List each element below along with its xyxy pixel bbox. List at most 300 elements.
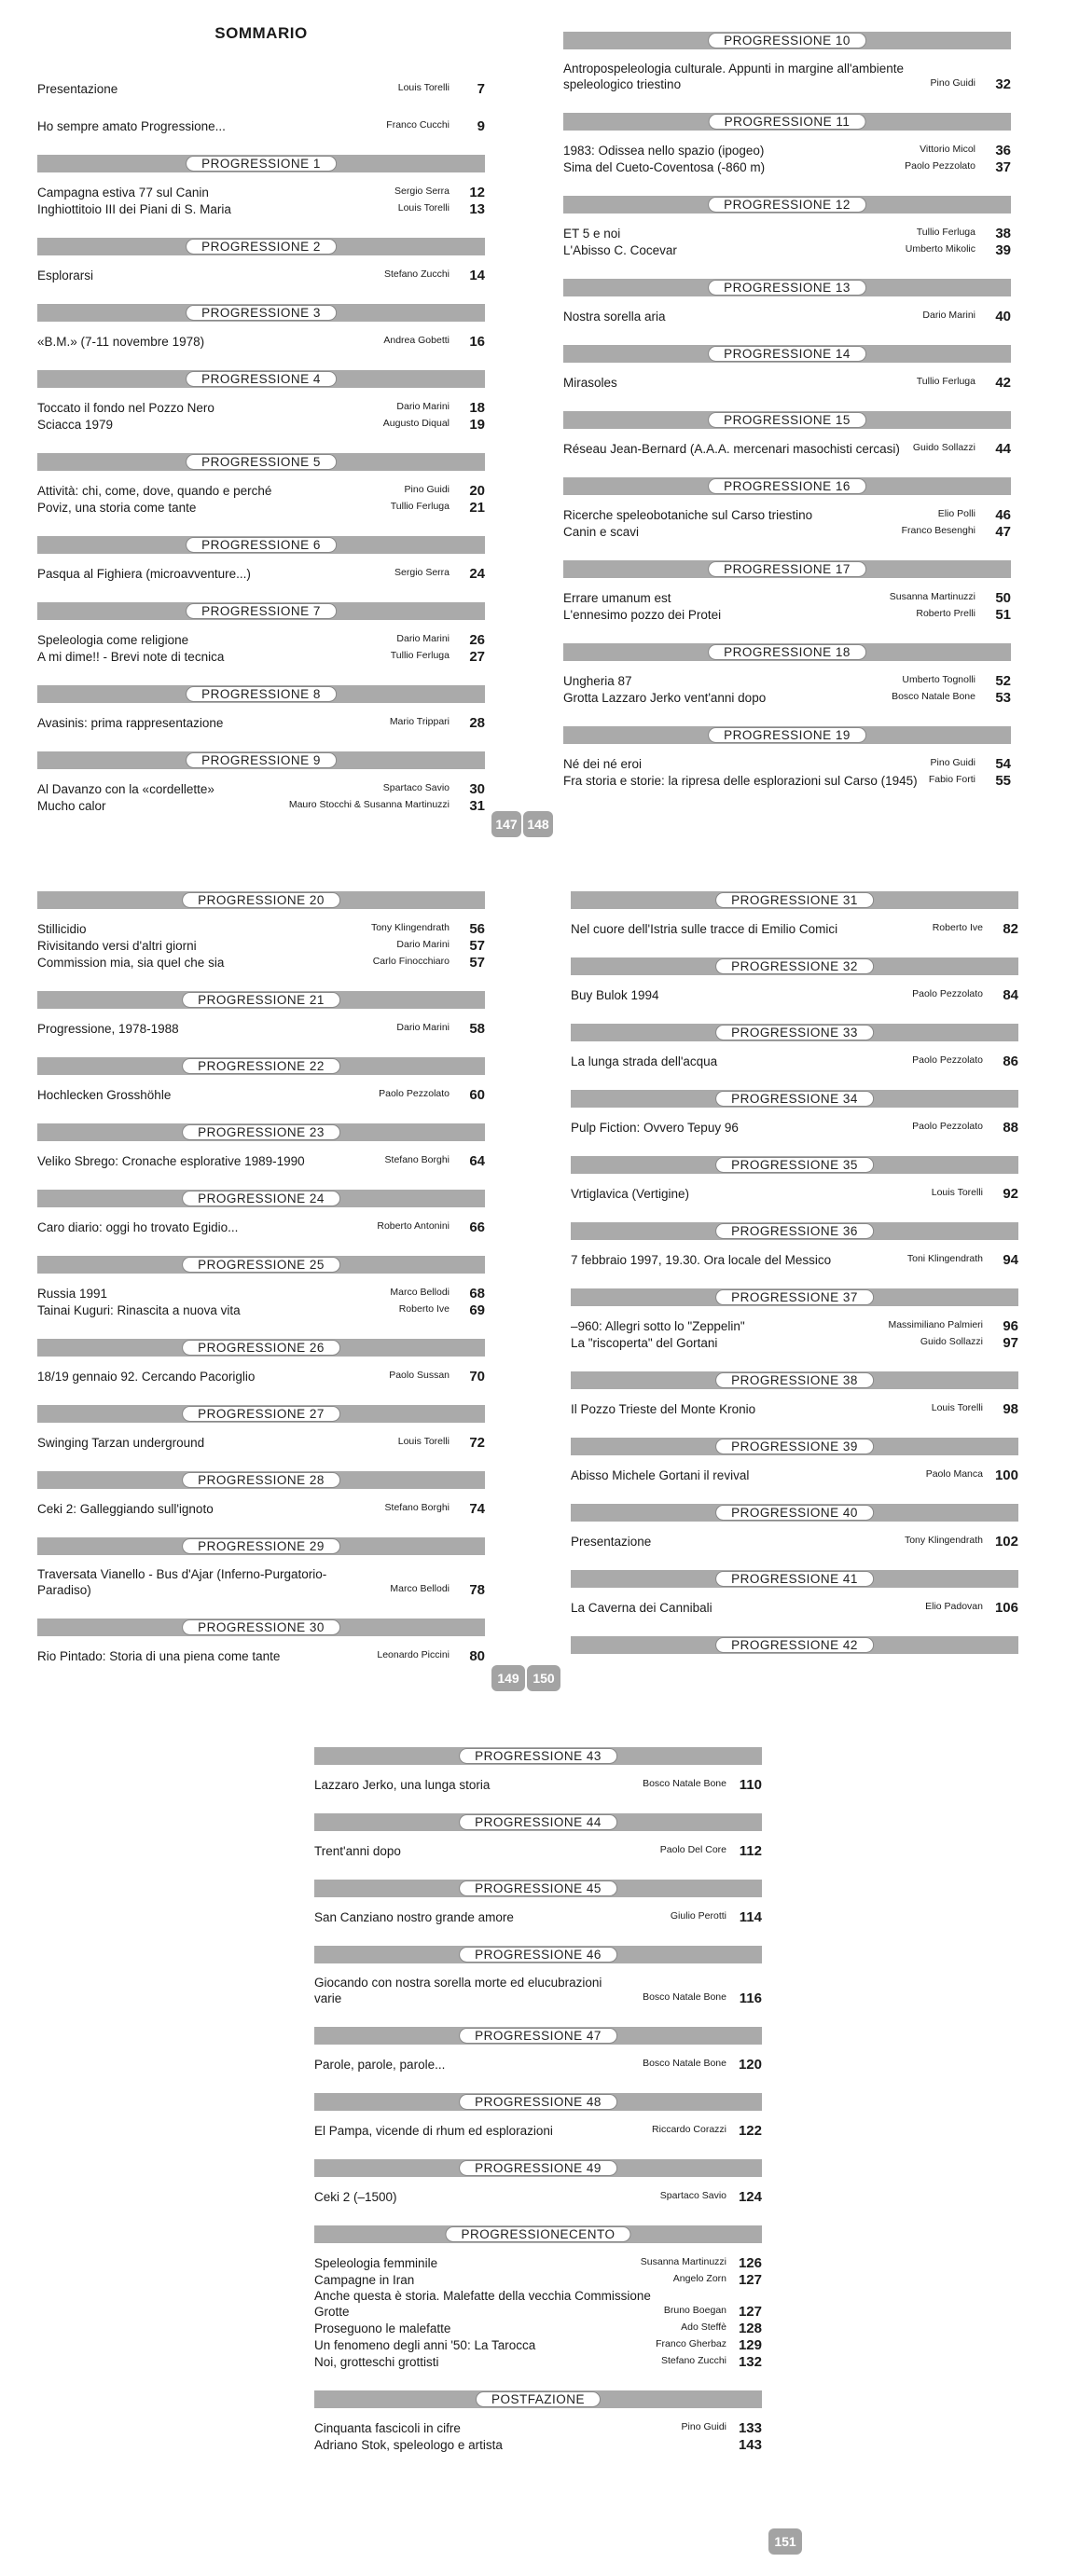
toc-entry <box>563 225 1011 241</box>
toc-entry <box>37 482 485 499</box>
section-bar <box>571 891 1018 909</box>
toc-entry <box>563 755 1011 772</box>
section-bar <box>37 1471 485 1489</box>
entry-page: 21 <box>469 500 485 516</box>
toc-group <box>563 643 1011 706</box>
toc-group <box>37 453 485 516</box>
entry-page: 24 <box>469 566 485 582</box>
toc-group <box>314 2093 762 2139</box>
entry-title: Rivisitando versi d'altri giorni <box>37 939 197 953</box>
section-bar <box>314 1880 762 1897</box>
section-bar <box>571 1636 1018 1654</box>
section-bar <box>563 643 1011 661</box>
entry-title: Fra storia e storie: la ripresa delle esplorazioni sul Carso (1945) <box>563 774 918 788</box>
toc-entry <box>563 506 1011 523</box>
section-bar <box>571 1288 1018 1306</box>
entry-author: Tullio Ferluga <box>390 501 450 512</box>
toc-entry <box>37 184 485 200</box>
section-heading: PROGRESSIONE 21 <box>182 992 340 1008</box>
toc-group <box>37 80 485 97</box>
entry-title: Sciacca 1979 <box>37 418 114 432</box>
entry-title: Rio Pintado: Storia di una piena come tante <box>37 1649 281 1663</box>
section-bar <box>37 304 485 322</box>
entry-author: Franco Cucchi <box>386 119 450 131</box>
section-heading: PROGRESSIONE 42 <box>715 1637 874 1653</box>
entry-page: 120 <box>738 2057 762 2073</box>
entry-author: Mario Trippari <box>389 716 450 727</box>
section-bar <box>37 1057 485 1075</box>
toc-entry <box>571 986 1018 1003</box>
section-heading: PROGRESSIONE 33 <box>715 1025 874 1040</box>
entry-page: 56 <box>469 921 485 937</box>
entry-page: 51 <box>995 607 1011 623</box>
section-bar <box>314 2225 762 2243</box>
entry-author: Roberto Ive <box>932 922 983 933</box>
entry-title: Il Pozzo Trieste del Monte Kronio <box>571 1402 756 1416</box>
entry-title: Sima del Cueto-Coventosa (-860 m) <box>563 160 766 174</box>
toc-group <box>563 279 1011 324</box>
entry-author: Guido Sollazzi <box>912 442 975 453</box>
toc-entry <box>37 631 485 648</box>
entry-author: Louis Torelli <box>397 202 450 214</box>
section-heading: PROGRESSIONE 48 <box>459 2094 617 2110</box>
toc-group <box>314 1946 762 2006</box>
section-heading: POSTFAZIONE <box>476 2391 601 2407</box>
entry-page: 114 <box>739 1909 762 1925</box>
toc-entry <box>563 61 1011 92</box>
entry-title: Grotta Lazzaro Jerko vent'anni dopo <box>563 691 767 705</box>
toc-entry <box>37 1020 485 1037</box>
section-bar <box>314 2093 762 2111</box>
entry-title: 7 febbraio 1997, 19.30. Ora locale del Messico <box>571 1253 832 1267</box>
entry-page: 40 <box>995 309 1011 324</box>
section-heading: PROGRESSIONE 10 <box>708 33 866 48</box>
entry-title: Progressione, 1978-1988 <box>37 1022 179 1036</box>
entry-page: 69 <box>469 1302 485 1318</box>
toc-group <box>563 560 1011 623</box>
toc-entry <box>37 1219 485 1235</box>
toc-group <box>314 2390 762 2453</box>
entry-author: Bosco Natale Bone <box>643 1778 726 1789</box>
entry-author: Tony Klingendrath <box>904 1535 983 1546</box>
entry-title: Mucho calor <box>37 799 106 813</box>
entry-title: Trent'anni dopo <box>314 1844 401 1858</box>
entry-page: 129 <box>738 2337 762 2353</box>
page-number-badge: 148 <box>523 811 553 837</box>
entry-title: Parole, parole, parole... <box>314 2058 446 2072</box>
entry-title: Cinquanta fascicoli in cifre <box>314 2421 461 2435</box>
entry-author: Susanna Martinuzzi <box>640 2256 726 2267</box>
entry-page: 92 <box>1003 1186 1018 1202</box>
section-heading: PROGRESSIONE 25 <box>182 1257 340 1273</box>
section-heading: PROGRESSIONE 38 <box>715 1372 874 1388</box>
entry-title: Campagne in Iran <box>314 2273 415 2287</box>
entry-title: Pasqua al Fighiera (microavventure...) <box>37 567 251 581</box>
entry-author: Ado Steffè <box>681 2321 726 2333</box>
toc-entry <box>571 1053 1018 1069</box>
section-bar <box>37 685 485 703</box>
toc-entry <box>37 1647 485 1664</box>
toc-entry <box>37 200 485 217</box>
section-heading: PROGRESSIONE 35 <box>715 1157 874 1173</box>
entry-title: 1983: Odissea nello spazio (ipogeo) <box>563 144 765 158</box>
entry-author: Vittorio Micol <box>920 144 975 155</box>
toc-entry <box>37 714 485 731</box>
entry-title: Hochlecken Grosshöhle <box>37 1088 172 1102</box>
toc-group <box>37 1190 485 1235</box>
section-bar <box>571 957 1018 975</box>
entry-page: 86 <box>1003 1054 1018 1069</box>
toc-column-5 <box>314 1742 762 2473</box>
section-bar <box>563 345 1011 363</box>
entry-page: 112 <box>739 1843 762 1859</box>
entry-author: Louis Torelli <box>931 1187 983 1198</box>
toc-group <box>37 304 485 350</box>
toc-entry <box>563 158 1011 175</box>
section-bar <box>571 1024 1018 1041</box>
entry-author: Franco Besenghi <box>901 525 975 536</box>
entry-title: Un fenomeno degli anni '50: La Tarocca <box>314 2338 536 2352</box>
entry-title: Speleologia come religione <box>37 633 189 647</box>
toc-group <box>314 1813 762 1859</box>
entry-title: Caro diario: oggi ho trovato Egidio... <box>37 1220 239 1234</box>
entry-author: Bosco Natale Bone <box>892 691 975 702</box>
entry-author: Fabio Forti <box>928 774 975 785</box>
entry-author: Roberto Antonini <box>377 1220 450 1232</box>
entry-title: Lazzaro Jerko, una lunga storia <box>314 1778 491 1792</box>
entry-author: Louis Torelli <box>931 1402 983 1413</box>
toc-group <box>571 1024 1018 1069</box>
entry-author: Leonardo Piccini <box>377 1649 450 1660</box>
toc-entry <box>37 1152 485 1169</box>
entry-page: 27 <box>469 649 485 665</box>
entry-title: Attività: chi, come, dove, quando e perché <box>37 484 272 498</box>
section-bar <box>37 536 485 554</box>
entry-title: «B.M.» (7-11 novembre 1978) <box>37 335 205 349</box>
toc-entry <box>314 2288 762 2320</box>
section-bar <box>37 751 485 769</box>
toc-entry <box>563 308 1011 324</box>
section-bar <box>37 1619 485 1636</box>
toc-group <box>37 1339 485 1384</box>
section-heading: PROGRESSIONE 7 <box>186 603 337 619</box>
entry-page: 39 <box>995 242 1011 258</box>
entry-author: Giulio Perotti <box>670 1910 726 1922</box>
toc-entry <box>37 954 485 971</box>
section-heading: PROGRESSIONE 36 <box>715 1223 874 1239</box>
section-bar <box>571 1090 1018 1108</box>
entry-page: 72 <box>469 1435 485 1451</box>
section-heading: PROGRESSIONE 24 <box>182 1191 340 1206</box>
entry-title: Antropospeleologia culturale. Appunti in margine all'ambiente speleologico triestino <box>563 62 905 91</box>
entry-page: 32 <box>995 76 1011 92</box>
entry-author: Tullio Ferluga <box>916 376 975 387</box>
section-heading: PROGRESSIONE 9 <box>186 752 337 768</box>
entry-title: Swinging Tarzan underground <box>37 1436 205 1450</box>
section-heading: PROGRESSIONE 23 <box>182 1124 340 1140</box>
section-heading: PROGRESSIONE 43 <box>459 1748 617 1764</box>
entry-page: 102 <box>994 1534 1018 1550</box>
section-heading: PROGRESSIONE 18 <box>708 644 866 660</box>
entry-title: San Canziano nostro grande amore <box>314 1910 514 1924</box>
section-heading: PROGRESSIONE 34 <box>715 1091 874 1107</box>
entry-author: Bosco Natale Bone <box>643 1991 726 2003</box>
section-heading: PROGRESSIONE 31 <box>715 892 874 908</box>
entry-page: 128 <box>738 2321 762 2336</box>
toc-entry <box>314 1908 762 1925</box>
toc-entry <box>314 2436 762 2453</box>
section-bar <box>563 279 1011 296</box>
toc-group <box>37 238 485 283</box>
toc-entry <box>571 1467 1018 1483</box>
toc-entry <box>37 416 485 433</box>
entry-page: 80 <box>469 1648 485 1664</box>
section-bar <box>314 2390 762 2408</box>
entry-page: 126 <box>738 2255 762 2271</box>
toc-group <box>314 1747 762 1793</box>
entry-author: Paolo Pezzolato <box>379 1088 450 1099</box>
entry-author: Paolo Pezzolato <box>912 988 983 999</box>
entry-title: Mirasoles <box>563 376 617 390</box>
section-bar <box>571 1438 1018 1455</box>
toc-group <box>563 32 1011 92</box>
entry-title: La Caverna dei Cannibali <box>571 1601 712 1615</box>
entry-page: 9 <box>477 118 485 134</box>
entry-title: Commission mia, sia quel che sia <box>37 956 225 970</box>
toc-entry <box>314 2254 762 2271</box>
entry-title: Ungheria 87 <box>563 674 632 688</box>
section-bar <box>37 370 485 388</box>
toc-group <box>563 113 1011 175</box>
toc-entry <box>314 2188 762 2205</box>
section-bar <box>571 1156 1018 1174</box>
entry-title: 18/19 gennaio 92. Cercando Pacoriglio <box>37 1370 256 1384</box>
section-bar <box>37 891 485 909</box>
toc-group <box>314 2159 762 2205</box>
section-heading: PROGRESSIONE 4 <box>186 371 337 387</box>
toc-group <box>571 1504 1018 1550</box>
section-bar <box>314 1813 762 1831</box>
toc-group <box>314 2225 762 2370</box>
entry-page: 26 <box>469 632 485 648</box>
section-heading: PROGRESSIONE 20 <box>182 892 340 908</box>
entry-page: 52 <box>995 673 1011 689</box>
section-heading: PROGRESSIONE 39 <box>715 1439 874 1454</box>
entry-author: Umberto Mikolic <box>905 243 975 255</box>
toc-entry <box>37 1500 485 1517</box>
toc-entry <box>37 1566 485 1598</box>
toc-group <box>37 117 485 134</box>
entry-author: Tullio Ferluga <box>390 650 450 661</box>
entry-title: Ho sempre amato Progressione... <box>37 119 226 133</box>
entry-title: Noi, grotteschi grottisti <box>314 2355 439 2369</box>
entry-author: Umberto Tognolli <box>902 674 975 685</box>
entry-page: 82 <box>1003 921 1018 937</box>
toc-group <box>571 1570 1018 1616</box>
entry-title: Pulp Fiction: Ovvero Tepuy 96 <box>571 1121 739 1135</box>
entry-title: Abisso Michele Gortani il revival <box>571 1468 750 1482</box>
toc-group <box>37 1537 485 1598</box>
entry-author: Carlo Finocchiaro <box>372 956 450 967</box>
toc-entry <box>563 241 1011 258</box>
entry-author: Angelo Zorn <box>672 2273 726 2284</box>
toc-entry <box>563 440 1011 457</box>
toc-entry <box>37 1368 485 1384</box>
entry-author: Stefano Borghi <box>384 1154 450 1165</box>
entry-author: Pino Guidi <box>681 2421 726 2432</box>
entry-title: Veliko Sbrego: Cronache esplorative 1989-1990 <box>37 1154 305 1168</box>
entry-page: 110 <box>739 1777 762 1793</box>
entry-title: Réseau Jean-Bernard (A.A.A. mercenari masochisti cercasi) <box>563 442 900 456</box>
entry-author: Stefano Zucchi <box>660 2355 726 2366</box>
toc-entry <box>563 142 1011 158</box>
entry-title: Al Davanzo con la «cordellette» <box>37 782 214 796</box>
entry-page: 46 <box>995 507 1011 523</box>
section-heading: PROGRESSIONE 16 <box>708 478 866 494</box>
toc-entry <box>37 499 485 516</box>
toc-column-4 <box>571 886 1018 1674</box>
section-bar <box>563 196 1011 214</box>
entry-title: Inghiottitoio III dei Piani di S. Maria <box>37 202 231 216</box>
entry-title: Proseguono le malefatte <box>314 2321 451 2335</box>
entry-title: –960: Allegri sotto lo "Zeppelin" <box>571 1319 745 1333</box>
toc-group <box>571 891 1018 937</box>
entry-page: 14 <box>469 268 485 283</box>
entry-page: 116 <box>739 1991 762 2006</box>
entry-title: Poviz, una storia come tante <box>37 501 197 515</box>
entry-title: Presentazione <box>571 1535 652 1549</box>
section-bar <box>314 2159 762 2177</box>
section-bar <box>37 155 485 172</box>
entry-title: El Pampa, vicende di rhum ed esplorazioni <box>314 2124 553 2138</box>
section-bar <box>563 32 1011 49</box>
toc-entry <box>37 1285 485 1302</box>
toc-group <box>571 1371 1018 1417</box>
entry-author: Paolo Pezzolato <box>912 1121 983 1132</box>
toc-entry <box>37 780 485 797</box>
toc-entry <box>314 1776 762 1793</box>
entry-page: 127 <box>738 2304 762 2320</box>
toc-group <box>37 1471 485 1517</box>
toc-entry <box>563 523 1011 540</box>
entry-author: Marco Bellodi <box>390 1287 450 1298</box>
entry-page: 68 <box>469 1286 485 1302</box>
toc-entry <box>314 2336 762 2353</box>
entry-page: 132 <box>738 2354 762 2370</box>
entry-title: Adriano Stok, speleologo e artista <box>314 2438 503 2452</box>
section-bar <box>37 238 485 255</box>
section-bar <box>563 560 1011 578</box>
entry-author: Spartaco Savio <box>659 2190 726 2201</box>
toc-entry <box>314 2271 762 2288</box>
entry-title: L'Abisso C. Cocevar <box>563 243 677 257</box>
section-bar <box>37 453 485 471</box>
toc-group <box>314 2027 762 2073</box>
entry-page: 127 <box>738 2272 762 2288</box>
page-title: SOMMARIO <box>214 24 308 42</box>
toc-group <box>563 345 1011 391</box>
entry-author: Paolo Pezzolato <box>912 1054 983 1066</box>
entry-title: A mi dime!! - Brevi note di tecnica <box>37 650 225 664</box>
entry-page: 54 <box>995 756 1011 772</box>
section-heading: PROGRESSIONE 49 <box>459 2160 617 2176</box>
entry-page: 37 <box>995 159 1011 175</box>
section-bar <box>314 1946 762 1963</box>
section-heading: PROGRESSIONE 15 <box>708 412 866 428</box>
toc-entry <box>563 606 1011 623</box>
section-heading: PROGRESSIONE 46 <box>459 1947 617 1963</box>
entry-page: 133 <box>738 2420 762 2436</box>
entry-author: Paolo Del Core <box>659 1844 726 1855</box>
section-heading: PROGRESSIONE 28 <box>182 1472 340 1488</box>
entry-title: Buy Bulok 1994 <box>571 988 659 1002</box>
entry-page: 64 <box>469 1153 485 1169</box>
toc-entry <box>37 648 485 665</box>
entry-page: 16 <box>469 334 485 350</box>
entry-author: Susanna Martinuzzi <box>889 591 975 602</box>
entry-author: Guido Sollazzi <box>920 1336 983 1347</box>
toc-entry <box>314 1975 762 2006</box>
entry-page: 47 <box>995 524 1011 540</box>
toc-group <box>314 1880 762 1925</box>
entry-page: 74 <box>469 1501 485 1517</box>
section-bar <box>37 991 485 1009</box>
toc-group <box>37 891 485 971</box>
entry-title: Russia 1991 <box>37 1287 108 1301</box>
toc-entry <box>37 80 485 97</box>
entry-author: Franco Gherbaz <box>656 2338 726 2349</box>
entry-author: Paolo Manca <box>925 1468 983 1480</box>
entry-page: 31 <box>469 798 485 814</box>
toc-entry <box>37 797 485 814</box>
entry-page: 60 <box>469 1087 485 1103</box>
entry-title: Speleologia femminile <box>314 2256 438 2270</box>
entry-page: 20 <box>469 483 485 499</box>
toc-entry <box>37 565 485 582</box>
section-bar <box>37 1190 485 1207</box>
entry-page: 70 <box>469 1369 485 1384</box>
entry-author: Andrea Gobetti <box>383 335 450 346</box>
toc-group <box>37 685 485 731</box>
section-heading: PROGRESSIONE 22 <box>182 1058 340 1074</box>
section-heading: PROGRESSIONE 44 <box>459 1814 617 1830</box>
entry-author: Pino Guidi <box>930 757 975 768</box>
entry-title: Presentazione <box>37 82 118 96</box>
toc-entry <box>314 2320 762 2336</box>
toc-group <box>37 370 485 433</box>
toc-entry <box>571 1251 1018 1268</box>
entry-author: Pino Guidi <box>404 484 450 495</box>
toc-entry <box>37 399 485 416</box>
toc-entry <box>571 1185 1018 1202</box>
entry-author: Stefano Borghi <box>384 1502 450 1513</box>
entry-page: 57 <box>469 955 485 971</box>
entry-author: Elio Padovan <box>925 1601 983 1612</box>
toc-group <box>37 1256 485 1318</box>
section-heading: PROGRESSIONE 45 <box>459 1880 617 1896</box>
section-heading: PROGRESSIONE 17 <box>708 561 866 577</box>
section-heading: PROGRESSIONE 2 <box>186 239 337 255</box>
toc-entry <box>563 374 1011 391</box>
toc-group <box>37 1619 485 1664</box>
entry-title: Vrtiglavica (Vertigine) <box>571 1187 690 1201</box>
entry-author: Roberto Prelli <box>916 608 975 619</box>
section-heading: PROGRESSIONE 1 <box>186 156 337 172</box>
section-heading: PROGRESSIONE 29 <box>182 1538 340 1554</box>
toc-entry <box>37 117 485 134</box>
section-heading: PROGRESSIONE 14 <box>708 346 866 362</box>
toc-group <box>37 751 485 814</box>
